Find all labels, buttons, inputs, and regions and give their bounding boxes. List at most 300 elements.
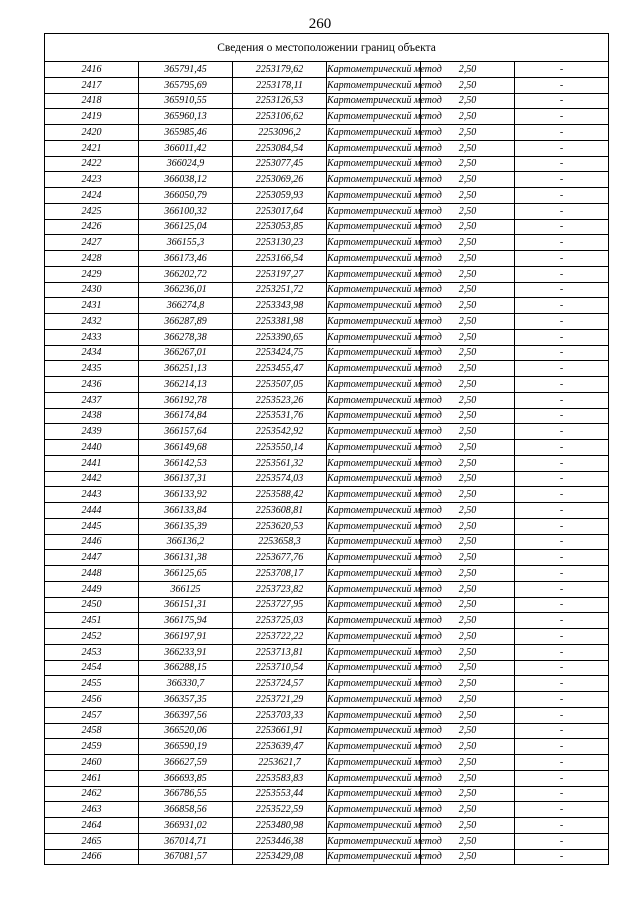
table-row	[45, 597, 609, 613]
accuracy-cell: 2,50	[421, 692, 515, 708]
x-coordinate-cell: 365960,13	[139, 109, 233, 125]
table-body	[45, 34, 609, 865]
method-cell: Картометрический метод	[327, 849, 421, 865]
y-coordinate-cell: 2253725,03	[233, 613, 327, 629]
x-coordinate-cell: 366267,01	[139, 345, 233, 361]
table-row	[45, 345, 609, 361]
point-number-cell: 2433	[45, 329, 139, 345]
description-cell: -	[515, 833, 609, 849]
x-coordinate-cell: 366858,56	[139, 802, 233, 818]
x-coordinate-cell: 366288,15	[139, 660, 233, 676]
method-cell: Картометрический метод	[327, 786, 421, 802]
point-number-cell: 2432	[45, 314, 139, 330]
x-coordinate-cell: 366236,01	[139, 282, 233, 298]
x-coordinate-cell: 366133,84	[139, 503, 233, 519]
description-cell: -	[515, 140, 609, 156]
x-coordinate-cell: 366125	[139, 581, 233, 597]
description-cell: -	[515, 692, 609, 708]
x-coordinate-cell: 365910,55	[139, 93, 233, 109]
x-coordinate-cell: 366050,79	[139, 188, 233, 204]
table-row	[45, 534, 609, 550]
point-number-cell: 2438	[45, 408, 139, 424]
point-number-cell: 2462	[45, 786, 139, 802]
table-row	[45, 566, 609, 582]
point-number-cell: 2451	[45, 613, 139, 629]
table-row	[45, 266, 609, 282]
accuracy-cell: 2,50	[421, 172, 515, 188]
method-cell: Картометрический метод	[327, 723, 421, 739]
method-cell: Картометрический метод	[327, 298, 421, 314]
description-cell: -	[515, 723, 609, 739]
table-row	[45, 581, 609, 597]
point-number-cell: 2429	[45, 266, 139, 282]
table-row	[45, 125, 609, 141]
table-row	[45, 282, 609, 298]
y-coordinate-cell: 2253126,53	[233, 93, 327, 109]
table-row	[45, 849, 609, 865]
method-cell: Картометрический метод	[327, 282, 421, 298]
method-cell: Картометрический метод	[327, 471, 421, 487]
accuracy-cell: 2,50	[421, 739, 515, 755]
description-cell: -	[515, 172, 609, 188]
y-coordinate-cell: 2253178,11	[233, 77, 327, 93]
method-cell: Картометрический метод	[327, 487, 421, 503]
point-number-cell: 2431	[45, 298, 139, 314]
point-number-cell: 2454	[45, 660, 139, 676]
y-coordinate-cell: 2253390,65	[233, 329, 327, 345]
y-coordinate-cell: 2253677,76	[233, 550, 327, 566]
point-number-cell: 2427	[45, 235, 139, 251]
description-cell: -	[515, 581, 609, 597]
description-cell: -	[515, 266, 609, 282]
point-number-cell: 2425	[45, 203, 139, 219]
accuracy-cell: 2,50	[421, 77, 515, 93]
accuracy-cell: 2,50	[421, 109, 515, 125]
table-row	[45, 629, 609, 645]
accuracy-cell: 2,50	[421, 833, 515, 849]
table-row	[45, 298, 609, 314]
x-coordinate-cell: 366100,32	[139, 203, 233, 219]
accuracy-cell: 2,50	[421, 408, 515, 424]
method-cell: Картометрический метод	[327, 455, 421, 471]
y-coordinate-cell: 2253096,2	[233, 125, 327, 141]
y-coordinate-cell: 2253059,93	[233, 188, 327, 204]
x-coordinate-cell: 366786,55	[139, 786, 233, 802]
y-coordinate-cell: 2253621,7	[233, 755, 327, 771]
accuracy-cell: 2,50	[421, 487, 515, 503]
accuracy-cell: 2,50	[421, 770, 515, 786]
x-coordinate-cell: 366038,12	[139, 172, 233, 188]
description-cell: -	[515, 408, 609, 424]
accuracy-cell: 2,50	[421, 818, 515, 834]
description-cell: -	[515, 518, 609, 534]
method-cell: Картометрический метод	[327, 361, 421, 377]
point-number-cell: 2417	[45, 77, 139, 93]
description-cell: -	[515, 503, 609, 519]
table-row	[45, 471, 609, 487]
y-coordinate-cell: 2253523,26	[233, 392, 327, 408]
accuracy-cell: 2,50	[421, 392, 515, 408]
accuracy-cell: 2,50	[421, 235, 515, 251]
table-row	[45, 802, 609, 818]
description-cell: -	[515, 392, 609, 408]
x-coordinate-cell: 365795,69	[139, 77, 233, 93]
point-number-cell: 2440	[45, 440, 139, 456]
x-coordinate-cell: 366197,91	[139, 629, 233, 645]
table-row	[45, 676, 609, 692]
point-number-cell: 2418	[45, 93, 139, 109]
x-coordinate-cell: 366173,46	[139, 251, 233, 267]
point-number-cell: 2458	[45, 723, 139, 739]
accuracy-cell: 2,50	[421, 203, 515, 219]
y-coordinate-cell: 2253446,38	[233, 833, 327, 849]
y-coordinate-cell: 2253588,42	[233, 487, 327, 503]
y-coordinate-cell: 2253661,91	[233, 723, 327, 739]
description-cell: -	[515, 109, 609, 125]
x-coordinate-cell: 366233,91	[139, 644, 233, 660]
method-cell: Картометрический метод	[327, 518, 421, 534]
method-cell: Картометрический метод	[327, 377, 421, 393]
y-coordinate-cell: 2253723,82	[233, 581, 327, 597]
description-cell: -	[515, 298, 609, 314]
description-cell: -	[515, 487, 609, 503]
method-cell: Картометрический метод	[327, 188, 421, 204]
accuracy-cell: 2,50	[421, 849, 515, 865]
x-coordinate-cell: 366175,94	[139, 613, 233, 629]
method-cell: Картометрический метод	[327, 755, 421, 771]
method-cell: Картометрический метод	[327, 503, 421, 519]
point-number-cell: 2465	[45, 833, 139, 849]
point-number-cell: 2456	[45, 692, 139, 708]
description-cell: -	[515, 314, 609, 330]
description-cell: -	[515, 849, 609, 865]
table-row	[45, 424, 609, 440]
method-cell: Картометрический метод	[327, 156, 421, 172]
point-number-cell: 2444	[45, 503, 139, 519]
table-row	[45, 62, 609, 78]
method-cell: Картометрический метод	[327, 392, 421, 408]
y-coordinate-cell: 2253574,03	[233, 471, 327, 487]
description-cell: -	[515, 188, 609, 204]
accuracy-cell: 2,50	[421, 534, 515, 550]
x-coordinate-cell: 366136,2	[139, 534, 233, 550]
method-cell: Картометрический метод	[327, 424, 421, 440]
point-number-cell: 2441	[45, 455, 139, 471]
y-coordinate-cell: 2253658,3	[233, 534, 327, 550]
description-cell: -	[515, 613, 609, 629]
boundary-coordinates-table	[44, 33, 609, 865]
accuracy-cell: 2,50	[421, 755, 515, 771]
method-cell: Картометрический метод	[327, 581, 421, 597]
description-cell: -	[515, 361, 609, 377]
x-coordinate-cell: 366330,7	[139, 676, 233, 692]
description-cell: -	[515, 156, 609, 172]
table-row	[45, 723, 609, 739]
method-cell: Картометрический метод	[327, 203, 421, 219]
table-row	[45, 235, 609, 251]
accuracy-cell: 2,50	[421, 93, 515, 109]
point-number-cell: 2455	[45, 676, 139, 692]
point-number-cell: 2442	[45, 471, 139, 487]
description-cell: -	[515, 77, 609, 93]
x-coordinate-cell: 366125,04	[139, 219, 233, 235]
point-number-cell: 2457	[45, 707, 139, 723]
accuracy-cell: 2,50	[421, 518, 515, 534]
y-coordinate-cell: 2253424,75	[233, 345, 327, 361]
table-row	[45, 440, 609, 456]
method-cell: Картометрический метод	[327, 125, 421, 141]
table-row	[45, 93, 609, 109]
table-row	[45, 707, 609, 723]
x-coordinate-cell: 366278,38	[139, 329, 233, 345]
x-coordinate-cell: 366135,39	[139, 518, 233, 534]
table-row	[45, 770, 609, 786]
accuracy-cell: 2,50	[421, 424, 515, 440]
table-row	[45, 613, 609, 629]
description-cell: -	[515, 818, 609, 834]
accuracy-cell: 2,50	[421, 455, 515, 471]
table-row	[45, 408, 609, 424]
point-number-cell: 2437	[45, 392, 139, 408]
accuracy-cell: 2,50	[421, 251, 515, 267]
x-coordinate-cell: 365985,46	[139, 125, 233, 141]
point-number-cell: 2422	[45, 156, 139, 172]
point-number-cell: 2421	[45, 140, 139, 156]
x-coordinate-cell: 366024,9	[139, 156, 233, 172]
point-number-cell: 2420	[45, 125, 139, 141]
x-coordinate-cell: 366287,89	[139, 314, 233, 330]
accuracy-cell: 2,50	[421, 644, 515, 660]
y-coordinate-cell: 2253507,05	[233, 377, 327, 393]
method-cell: Картометрический метод	[327, 802, 421, 818]
accuracy-cell: 2,50	[421, 188, 515, 204]
description-cell: -	[515, 424, 609, 440]
point-number-cell: 2466	[45, 849, 139, 865]
y-coordinate-cell: 2253608,81	[233, 503, 327, 519]
y-coordinate-cell: 2253251,72	[233, 282, 327, 298]
method-cell: Картометрический метод	[327, 266, 421, 282]
accuracy-cell: 2,50	[421, 676, 515, 692]
y-coordinate-cell: 2253179,62	[233, 62, 327, 78]
y-coordinate-cell: 2253724,57	[233, 676, 327, 692]
description-cell: -	[515, 219, 609, 235]
description-cell: -	[515, 203, 609, 219]
y-coordinate-cell: 2253550,14	[233, 440, 327, 456]
y-coordinate-cell: 2253429,08	[233, 849, 327, 865]
x-coordinate-cell: 366627,59	[139, 755, 233, 771]
y-coordinate-cell: 2253166,54	[233, 251, 327, 267]
accuracy-cell: 2,50	[421, 581, 515, 597]
method-cell: Картометрический метод	[327, 62, 421, 78]
point-number-cell: 2443	[45, 487, 139, 503]
x-coordinate-cell: 366931,02	[139, 818, 233, 834]
x-coordinate-cell: 366155,3	[139, 235, 233, 251]
accuracy-cell: 2,50	[421, 314, 515, 330]
y-coordinate-cell: 2253583,83	[233, 770, 327, 786]
description-cell: -	[515, 235, 609, 251]
description-cell: -	[515, 707, 609, 723]
table-row	[45, 392, 609, 408]
table-header-row	[45, 34, 609, 62]
description-cell: -	[515, 62, 609, 78]
point-number-cell: 2416	[45, 62, 139, 78]
method-cell: Картометрический метод	[327, 345, 421, 361]
accuracy-cell: 2,50	[421, 613, 515, 629]
point-number-cell: 2461	[45, 770, 139, 786]
accuracy-cell: 2,50	[421, 550, 515, 566]
accuracy-cell: 2,50	[421, 361, 515, 377]
y-coordinate-cell: 2253106,62	[233, 109, 327, 125]
point-number-cell: 2464	[45, 818, 139, 834]
y-coordinate-cell: 2253343,98	[233, 298, 327, 314]
point-number-cell: 2439	[45, 424, 139, 440]
method-cell: Картометрический метод	[327, 818, 421, 834]
description-cell: -	[515, 440, 609, 456]
point-number-cell: 2453	[45, 644, 139, 660]
description-cell: -	[515, 345, 609, 361]
accuracy-cell: 2,50	[421, 377, 515, 393]
description-cell: -	[515, 455, 609, 471]
description-cell: -	[515, 770, 609, 786]
y-coordinate-cell: 2253455,47	[233, 361, 327, 377]
x-coordinate-cell: 366214,13	[139, 377, 233, 393]
method-cell: Картометрический метод	[327, 93, 421, 109]
point-number-cell: 2460	[45, 755, 139, 771]
point-number-cell: 2446	[45, 534, 139, 550]
description-cell: -	[515, 739, 609, 755]
accuracy-cell: 2,50	[421, 566, 515, 582]
accuracy-cell: 2,50	[421, 156, 515, 172]
x-coordinate-cell: 366397,56	[139, 707, 233, 723]
x-coordinate-cell: 366357,35	[139, 692, 233, 708]
description-cell: -	[515, 282, 609, 298]
table-row	[45, 140, 609, 156]
accuracy-cell: 2,50	[421, 329, 515, 345]
x-coordinate-cell: 366590,19	[139, 739, 233, 755]
point-number-cell: 2445	[45, 518, 139, 534]
table-row	[45, 361, 609, 377]
method-cell: Картометрический метод	[327, 77, 421, 93]
accuracy-cell: 2,50	[421, 660, 515, 676]
accuracy-cell: 2,50	[421, 345, 515, 361]
point-number-cell: 2452	[45, 629, 139, 645]
point-number-cell: 2424	[45, 188, 139, 204]
table-row	[45, 660, 609, 676]
table-row	[45, 518, 609, 534]
table-row	[45, 329, 609, 345]
table-row	[45, 156, 609, 172]
table-row	[45, 455, 609, 471]
method-cell: Картометрический метод	[327, 219, 421, 235]
x-coordinate-cell: 366133,92	[139, 487, 233, 503]
y-coordinate-cell: 2253069,26	[233, 172, 327, 188]
point-number-cell: 2423	[45, 172, 139, 188]
description-cell: -	[515, 329, 609, 345]
accuracy-cell: 2,50	[421, 629, 515, 645]
y-coordinate-cell: 2253531,76	[233, 408, 327, 424]
table-row	[45, 692, 609, 708]
x-coordinate-cell: 366125,65	[139, 566, 233, 582]
point-number-cell: 2428	[45, 251, 139, 267]
y-coordinate-cell: 2253130,23	[233, 235, 327, 251]
description-cell: -	[515, 471, 609, 487]
y-coordinate-cell: 2253703,33	[233, 707, 327, 723]
y-coordinate-cell: 2253381,98	[233, 314, 327, 330]
x-coordinate-cell: 366693,85	[139, 770, 233, 786]
point-number-cell: 2419	[45, 109, 139, 125]
table-row	[45, 203, 609, 219]
accuracy-cell: 2,50	[421, 723, 515, 739]
y-coordinate-cell: 2253553,44	[233, 786, 327, 802]
x-coordinate-cell: 366192,78	[139, 392, 233, 408]
x-coordinate-cell: 366274,8	[139, 298, 233, 314]
table-row	[45, 251, 609, 267]
y-coordinate-cell: 2253727,95	[233, 597, 327, 613]
table-row	[45, 487, 609, 503]
y-coordinate-cell: 2253639,47	[233, 739, 327, 755]
method-cell: Картометрический метод	[327, 660, 421, 676]
accuracy-cell: 2,50	[421, 62, 515, 78]
y-coordinate-cell: 2253522,59	[233, 802, 327, 818]
y-coordinate-cell: 2253710,54	[233, 660, 327, 676]
table-row	[45, 786, 609, 802]
x-coordinate-cell: 366251,13	[139, 361, 233, 377]
table-row	[45, 77, 609, 93]
table-row	[45, 314, 609, 330]
y-coordinate-cell: 2253084,54	[233, 140, 327, 156]
method-cell: Картометрический метод	[327, 629, 421, 645]
table-row	[45, 739, 609, 755]
table-row	[45, 833, 609, 849]
x-coordinate-cell: 367014,71	[139, 833, 233, 849]
method-cell: Картометрический метод	[327, 534, 421, 550]
method-cell: Картометрический метод	[327, 692, 421, 708]
method-cell: Картометрический метод	[327, 172, 421, 188]
x-coordinate-cell: 366142,53	[139, 455, 233, 471]
description-cell: -	[515, 597, 609, 613]
point-number-cell: 2449	[45, 581, 139, 597]
method-cell: Картометрический метод	[327, 707, 421, 723]
point-number-cell: 2426	[45, 219, 139, 235]
x-coordinate-cell: 366011,42	[139, 140, 233, 156]
table-row	[45, 644, 609, 660]
x-coordinate-cell: 366137,31	[139, 471, 233, 487]
x-coordinate-cell: 366157,64	[139, 424, 233, 440]
accuracy-cell: 2,50	[421, 707, 515, 723]
method-cell: Картометрический метод	[327, 314, 421, 330]
accuracy-cell: 2,50	[421, 471, 515, 487]
page-number: 260	[308, 16, 332, 32]
method-cell: Картометрический метод	[327, 251, 421, 267]
method-cell: Картометрический метод	[327, 833, 421, 849]
method-cell: Картометрический метод	[327, 408, 421, 424]
y-coordinate-cell: 2253713,81	[233, 644, 327, 660]
accuracy-cell: 2,50	[421, 503, 515, 519]
accuracy-cell: 2,50	[421, 298, 515, 314]
point-number-cell: 2436	[45, 377, 139, 393]
accuracy-cell: 2,50	[421, 440, 515, 456]
table-row	[45, 109, 609, 125]
table-row	[45, 219, 609, 235]
y-coordinate-cell: 2253077,45	[233, 156, 327, 172]
description-cell: -	[515, 93, 609, 109]
accuracy-cell: 2,50	[421, 266, 515, 282]
method-cell: Картометрический метод	[327, 613, 421, 629]
description-cell: -	[515, 377, 609, 393]
method-cell: Картометрический метод	[327, 440, 421, 456]
point-number-cell: 2430	[45, 282, 139, 298]
method-cell: Картометрический метод	[327, 140, 421, 156]
